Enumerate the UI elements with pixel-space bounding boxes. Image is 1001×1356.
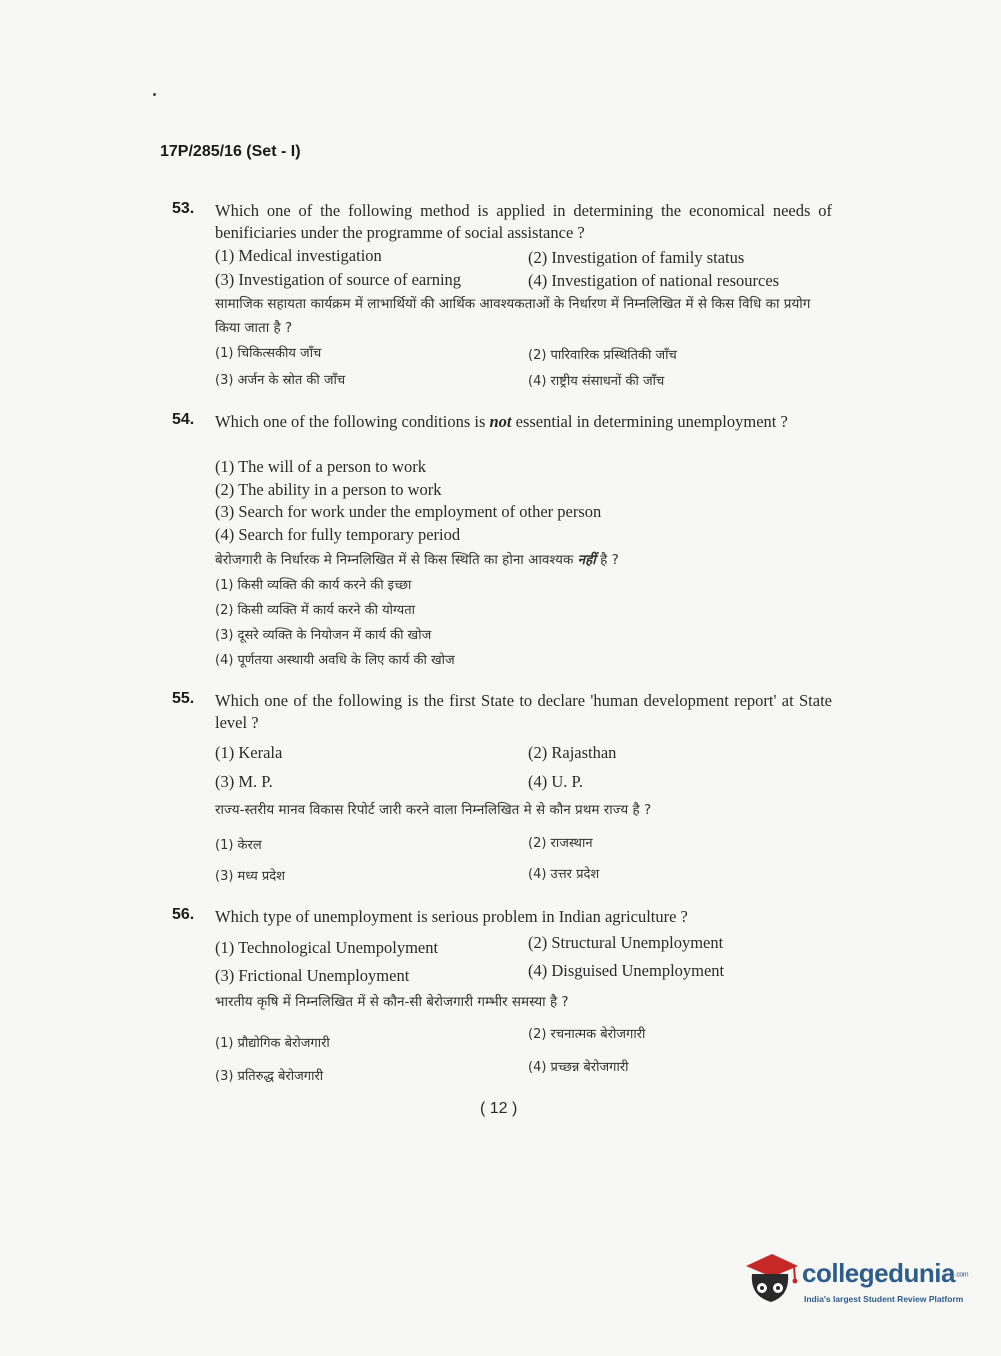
brand-tagline: India's largest Student Review Platform — [804, 1294, 964, 1304]
option-2-hindi: (2) रचनात्मक बेरोजगारी — [528, 1027, 646, 1042]
option-3-english: (3) M. P. — [215, 772, 273, 791]
option-4-english: (4) U. P. — [528, 772, 584, 791]
option-4-english: (4) Investigation of national resources — [528, 271, 780, 290]
question-text-english: Which one of the following conditions is not essential in determining unemployment ? — [215, 412, 788, 431]
question-text-hindi: सामाजिक सहायता कार्यक्रम में लाभार्थियों की आर्थिक आवश्यकताओं के निर्धारण में निम्नलिखित में से किस विधि का प्रयोग किया जाता है ? — [215, 296, 811, 336]
option-4-hindi: (4) प्रच्छन्न बेरोजगारी — [528, 1060, 629, 1075]
option-3-english: (3) Frictional Unemployment — [215, 966, 410, 985]
option-3-hindi: (3) प्रतिरुद्ध बेरोजगारी — [215, 1069, 324, 1084]
option-1-hindi: (1) चिकित्सकीय जाँच — [215, 346, 322, 361]
question-number: 55. — [172, 690, 195, 707]
option-1-english: (1) The will of a person to work — [215, 457, 426, 476]
question-number: 56. — [172, 906, 195, 923]
option-2-english: (2) Structural Unemployment — [528, 933, 724, 952]
option-2-hindi: (2) किसी व्यक्ति में कार्य करने की योग्यता — [215, 603, 415, 618]
question-text-hindi: भारतीय कृषि में निम्नलिखित में से कौन-सी बेरोजगारी गम्भीर समस्या है ? — [215, 994, 569, 1010]
option-2-english: (2) Investigation of family status — [528, 248, 745, 267]
stray-mark — [153, 93, 156, 96]
emphasis-nahin: नहीं — [577, 552, 596, 568]
emphasis-not: not — [489, 412, 512, 431]
option-4-hindi: (4) पूर्णतया अस्थायी अवधि के लिए कार्य की खोज — [215, 653, 455, 668]
option-1-hindi: (1) प्रौद्योगिक बेरोजगारी — [215, 1036, 330, 1051]
option-3-english: (3) Investigation of source of earning — [215, 270, 462, 289]
option-1-hindi: (1) केरल — [215, 838, 262, 853]
option-4-hindi: (4) राष्ट्रीय संसाधनों की जाँच — [528, 374, 665, 389]
question-text-english: Which one of the following method is applied in determining the economical needs of benificiaries under the programme of social assistance ? — [215, 201, 832, 242]
option-2-hindi: (2) राजस्थान — [528, 836, 593, 851]
option-3-english: (3) Search for work under the employment of other person — [215, 502, 602, 521]
question-text-english: Which one of the following is the first State to declare 'human development report' at State level ? — [215, 691, 832, 732]
collegedunia-logo[interactable] — [742, 1250, 972, 1310]
paper-code: 17P/285/16 (Set - I) — [160, 143, 301, 160]
question-text-english: Which type of unemployment is serious problem in Indian agriculture ? — [215, 907, 688, 926]
question-text-hindi: बेरोजगारी के निर्धारक मे निम्नलिखित में से किस स्थिति का होना आवश्यक नहीं है ? — [215, 552, 619, 568]
option-4-english: (4) Disguised Unemployment — [528, 961, 725, 980]
option-3-hindi: (3) मध्य प्रदेश — [215, 869, 286, 884]
graduate-mascot-icon — [742, 1250, 800, 1310]
option-1-english: (1) Kerala — [215, 743, 283, 762]
option-3-hindi: (3) दूसरे व्यक्ति के नियोजन में कार्य की खोज — [215, 628, 432, 643]
option-2-english: (2) Rajasthan — [528, 743, 617, 762]
option-1-english: (1) Medical investigation — [215, 246, 382, 265]
question-text-hindi: राज्य-स्तरीय मानव विकास रिपोर्ट जारी करने वाला निम्नलिखित मे से कौन प्रथम राज्य है ? — [215, 802, 652, 818]
brand-name: collegedunia.com — [802, 1258, 969, 1288]
option-4-hindi: (4) उत्तर प्रदेश — [528, 867, 600, 882]
option-1-english: (1) Technological Unempolyment — [215, 938, 439, 957]
option-3-hindi: (3) अर्जन के स्रोत की जाँच — [215, 373, 346, 388]
option-1-hindi: (1) किसी व्यक्ति की कार्य करने की इच्छा — [215, 578, 412, 593]
option-4-english: (4) Search for fully temporary period — [215, 525, 461, 544]
option-2-english: (2) The ability in a person to work — [215, 480, 442, 499]
question-number: 54. — [172, 411, 195, 428]
question-number: 53. — [172, 200, 195, 217]
option-2-hindi: (2) पारिवारिक प्रस्थितिकी जाँच — [528, 348, 677, 363]
page-number: ( 12 ) — [480, 1100, 518, 1117]
